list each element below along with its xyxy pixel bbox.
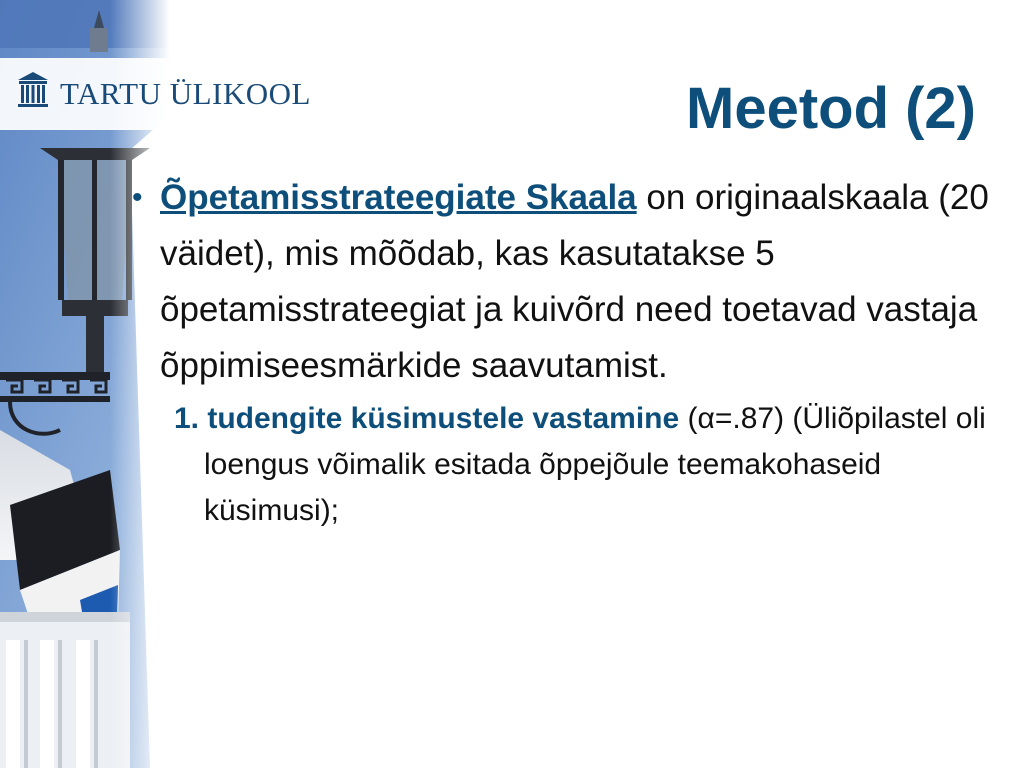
bullet-lead: Õpetamisstrateegiate Skaala xyxy=(160,178,637,217)
bullet-dot-icon: • xyxy=(132,181,143,214)
slide-content xyxy=(124,170,994,534)
slide-title: Meetod (2) xyxy=(686,76,976,141)
sub-item-lead: 1. tudengite küsimustele vastamine xyxy=(174,402,680,435)
university-building-icon xyxy=(16,70,50,116)
sub-item xyxy=(174,396,994,534)
logo-text: TARTU ÜLIKOOL xyxy=(60,75,311,111)
bullet-item xyxy=(124,170,994,394)
bullet-text: on originaalskaala (20 väidet), mis mõõdab, kas kasutatakse 5 õpetamisstrateegiat ja kuivõrd need toetavad vastaja õppimiseesmärkide saavutamist. xyxy=(160,178,989,385)
sub-item-text: (α=.87) (Üliõpilastel oli loengus võimalik esitada õppejõule teemakohaseid küsimusi); xyxy=(204,402,986,527)
university-logo xyxy=(16,70,311,116)
